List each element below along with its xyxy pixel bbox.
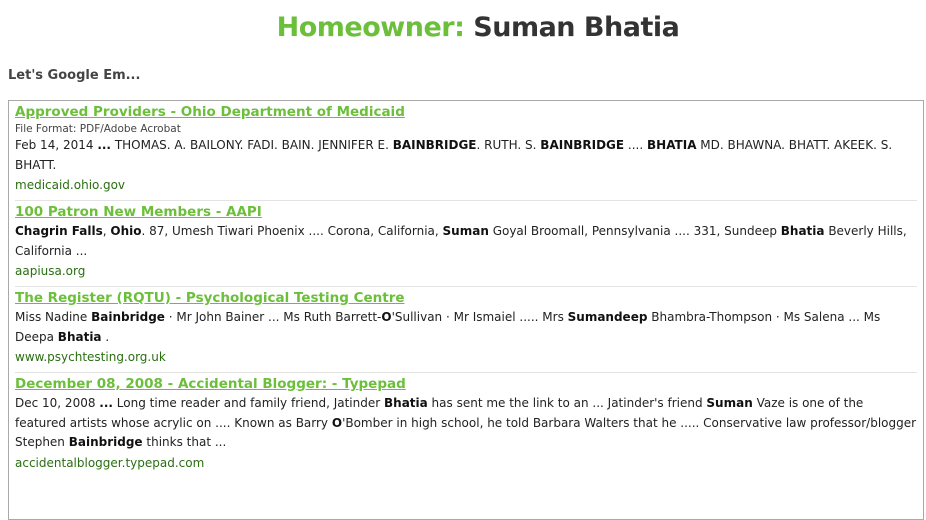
search-result <box>15 287 917 373</box>
snippet-text: Bhambra-Thompson · Ms Salena ... Ms Deepa <box>15 310 881 344</box>
result-snippet <box>15 308 917 347</box>
snippet-highlight: Sumandeep <box>567 310 648 324</box>
snippet-text: 'Sullivan · Mr Ismaiel ..... Mrs <box>391 310 568 324</box>
result-url[interactable]: aapiusa.org <box>15 264 86 278</box>
snippet-text: 'Bomber in high school, he told Barbara Walters that he ..... Conservative law professor/blogger Stephen <box>15 415 917 449</box>
snippet-text: thinks that ... <box>142 435 227 449</box>
snippet-highlight: Bhatia <box>780 224 825 238</box>
snippet-text: .... <box>624 138 647 152</box>
snippet-text: . 87, Umesh Tiwari Phoenix .... Corona, California, <box>141 224 443 238</box>
snippet-highlight: ... <box>97 138 111 152</box>
snippet-highlight: Suman <box>442 224 489 238</box>
snippet-highlight: Bhatia <box>57 329 102 344</box>
result-title-link[interactable]: Approved Providers - Ohio Department of Medicaid <box>15 104 405 120</box>
section-label: Let's Google Em... <box>8 68 141 83</box>
snippet-text: has sent me the link to an ... Jatinder's friend <box>427 396 707 410</box>
result-snippet <box>15 222 917 261</box>
page-title-separator: : <box>454 12 465 43</box>
snippet-highlight: Ohio <box>110 224 142 238</box>
snippet-highlight: O <box>381 310 392 324</box>
snippet-highlight: Chagrin Falls <box>15 224 103 238</box>
result-url[interactable]: medicaid.ohio.gov <box>15 178 126 192</box>
result-snippet <box>15 136 917 175</box>
result-title-link[interactable]: 100 Patron New Members - AAPI <box>15 204 262 220</box>
snippet-highlight: BAINBRIDGE <box>392 138 477 152</box>
snippet-text: Goyal Broomall, Pennsylvania .... 331, Sundeep <box>488 224 781 238</box>
snippet-text: Feb 14, 2014 <box>15 138 98 152</box>
search-result <box>15 101 917 201</box>
search-results-panel <box>8 100 924 520</box>
snippet-text: Long time reader and family friend, Jatinder <box>112 396 384 410</box>
snippet-highlight: Bainbridge <box>91 310 165 324</box>
result-title-link[interactable]: December 08, 2008 - Accidental Blogger: - Typepad <box>15 376 406 392</box>
search-result <box>15 373 917 478</box>
snippet-text: Dec 10, 2008 <box>15 396 100 410</box>
snippet-text: MD. BHAWNA. BHATT. AKEEK. S. BHATT. <box>15 138 893 172</box>
snippet-highlight: Bainbridge <box>68 435 143 449</box>
result-url[interactable]: www.psychtesting.org.uk <box>15 350 166 364</box>
snippet-highlight: Bhatia <box>384 396 428 410</box>
result-url[interactable]: accidentalblogger.typepad.com <box>15 455 205 470</box>
page-title-accent: Homeowner <box>276 12 455 43</box>
snippet-highlight: ... <box>99 396 113 410</box>
homeowner-name: Suman Bhatia <box>464 12 680 43</box>
snippet-text: THOMAS. A. BAILONY. FADI. BAIN. JENNIFER E. <box>111 138 393 152</box>
snippet-highlight: BHATIA <box>647 138 697 152</box>
search-result <box>15 201 917 287</box>
snippet-text: Vaze is one of the featured artists whose acrylic on .... Known as Barry <box>15 396 864 430</box>
snippet-text: , <box>102 224 111 238</box>
snippet-text: Beverly Hills, California ... <box>15 224 907 258</box>
snippet-text: Miss Nadine <box>15 310 92 324</box>
result-file-format: File Format: PDF/Adobe Acrobat <box>15 123 181 135</box>
snippet-text: . RUTH. S. <box>476 138 541 152</box>
snippet-text: · Mr John Bainer ... Ms Ruth Barrett- <box>164 310 382 324</box>
result-snippet <box>15 394 917 453</box>
snippet-highlight: BAINBRIDGE <box>540 138 625 152</box>
snippet-text: . <box>101 329 110 344</box>
result-title-link[interactable]: The Register (RQTU) - Psychological Testing Centre <box>15 290 405 306</box>
snippet-highlight: Suman <box>706 396 753 410</box>
page-title <box>0 12 926 43</box>
snippet-highlight: O <box>331 415 343 430</box>
